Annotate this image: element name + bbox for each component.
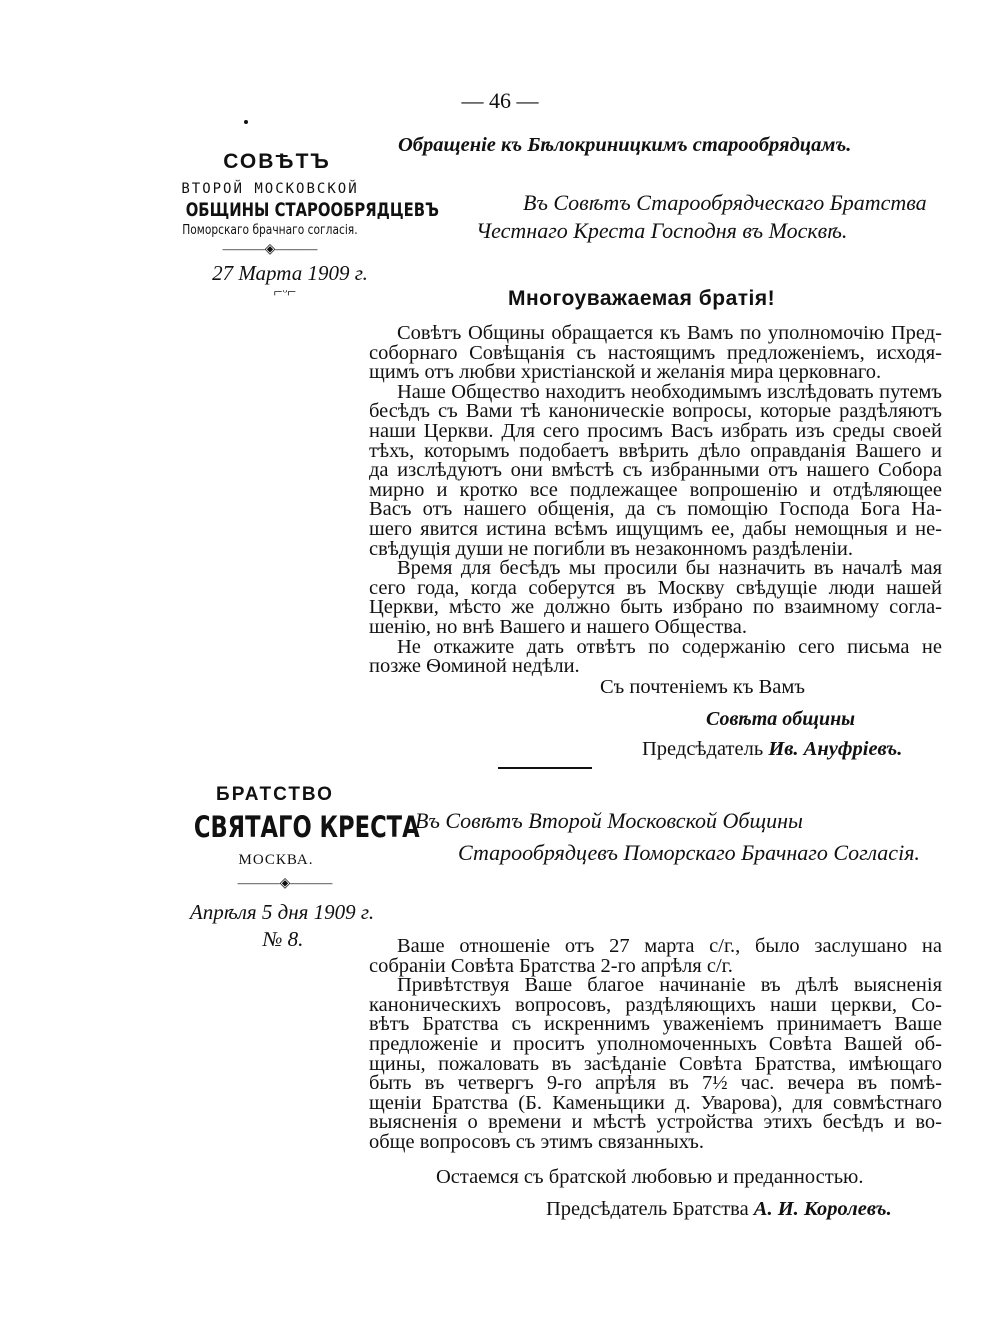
signature-line bbox=[546, 1198, 892, 1221]
body-line: сего года, когда соберутся въ Москву свѣдущiе люди нашей bbox=[369, 576, 942, 599]
signature-role: Предсѣдатель Братства bbox=[546, 1198, 749, 1220]
letterhead-ornament: ———◈——— bbox=[222, 242, 318, 257]
body-line: быть въ четвергъ 9-го апрѣля въ 7½ час. вечера въ помѣ- bbox=[369, 1072, 942, 1095]
body-line: щины, пожаловать въ засѣданiе Совѣта Братства, имѣющаго bbox=[369, 1052, 942, 1075]
body-line: соборнаго Совѣщанiя съ настоящимъ предложенiемъ, исходя- bbox=[369, 341, 942, 364]
signature-name: А. И. Королевъ. bbox=[753, 1198, 892, 1220]
body-line: да изслѣдуютъ они вмѣстѣ съ избранными отъ нашего Собора bbox=[369, 459, 942, 482]
address-line-2: Честнаго Креста Господня въ Москвѣ. bbox=[476, 218, 848, 243]
salutation: Многоуважаемая братiя! bbox=[508, 287, 776, 310]
letter-closing: Остаемся съ братской любовью и преданностью. bbox=[436, 1166, 864, 1188]
letterhead-ornament: ———◈——— bbox=[237, 876, 333, 891]
letterhead-city: МОСКВА. bbox=[238, 852, 314, 868]
section-divider bbox=[498, 767, 592, 769]
body-line: Наше Общество находитъ необходимымъ изслѣдовать путемъ bbox=[397, 380, 942, 403]
letterhead-date: 27 Марта 1909 г. bbox=[212, 261, 368, 285]
body-line: позже Ѳоминой недѣли. bbox=[369, 655, 580, 678]
body-line: Привѣтствуя Ваше благое начинанiе въ дѣлѣ выясненiя bbox=[397, 974, 942, 997]
body-line: Совѣтъ Общины обращается къ Вамъ по уполномочiю Пред- bbox=[397, 322, 942, 344]
body-line: шенiю, но внѣ Вашего и нашего Общества. bbox=[369, 615, 747, 638]
body-line: свѣдущiя души не погибли въ незаконномъ раздѣленiи. bbox=[369, 537, 854, 560]
body-line: тѣхъ, которымъ подобаетъ ввѣрить дѣло оправданiя Вашего и bbox=[369, 439, 942, 462]
body-line: Васъ отъ нашего общенiя, да съ помощiю Господа Бога На- bbox=[369, 498, 942, 521]
letterhead-date: Апрѣля 5 дня 1909 г. bbox=[189, 900, 375, 924]
letterhead-subtitle-2: ОБЩИНЫ СТАРООБРЯДЦЕВЪ bbox=[185, 199, 439, 221]
address-line-1: Въ Совѣтъ Второй Московской Общины bbox=[415, 808, 803, 833]
signature-org: Совѣта общины bbox=[706, 708, 856, 730]
sovet-letterhead bbox=[150, 150, 439, 302]
letterhead-title: БРАТСТВО bbox=[216, 784, 334, 805]
body-line: выясненiя о времени и мѣстѣ устройства этихъ бесѣдъ и во- bbox=[369, 1111, 942, 1134]
signature-role: Предсѣдатель bbox=[642, 738, 764, 760]
signature-name: Ив. Ануфрiевъ. bbox=[768, 738, 903, 760]
letterhead-subtitle-1: ВТОРОЙ МОСКОВСКОЙ bbox=[181, 181, 359, 197]
letterhead-number: № 8. bbox=[262, 927, 304, 951]
section-heading: Обращенiе къ Бѣлокриницкимъ старообрядцамъ. bbox=[398, 134, 852, 156]
letter-body-1 bbox=[369, 324, 942, 677]
body-line: бесѣдъ съ Вами тѣ каноническiе вопросы, которые раздѣляютъ bbox=[369, 400, 942, 423]
letterhead-brotherhood-name: СВЯТАГО КРЕСТА bbox=[193, 810, 420, 844]
body-line: вѣтъ Братства съ искреннимъ уваженiемъ принимаетъ Ваше bbox=[369, 1013, 942, 1036]
stray-dot bbox=[244, 120, 248, 124]
address-line-1: Въ Совѣтъ Старообрядческаго Братства bbox=[523, 190, 927, 215]
letter-body-2 bbox=[369, 937, 942, 1153]
body-line: обще вопросовъ съ этимъ связанныхъ. bbox=[369, 1130, 704, 1153]
body-line: собранiи Совѣта Братства 2-го апрѣля с/г. bbox=[369, 954, 733, 977]
letterhead-title: СОВѢТЪ bbox=[223, 150, 331, 173]
body-line: мирно и кротко все подлежащее вопрошенiю и отдѣляющее bbox=[369, 478, 942, 501]
signature-line bbox=[642, 738, 902, 761]
body-line: щимъ отъ любви христiанской и желанiя мира церковнаго. bbox=[369, 361, 882, 384]
body-line: Ваше отношенiе отъ 27 марта с/г., было заслушано на bbox=[397, 935, 942, 957]
address-line-2: Старообрядцевъ Поморскаго Брачнаго Согласiя. bbox=[458, 840, 920, 865]
body-line: Время для бесѣдъ мы просили бы назначить въ началѣ мая bbox=[397, 557, 942, 580]
body-line: Церкви, мѣсто же должно быть избрано по взаимному согла- bbox=[369, 596, 942, 619]
page-number: — 46 — bbox=[461, 88, 539, 113]
body-line: Не откажите дать отвѣтъ по содержанiю сего письма не bbox=[397, 635, 942, 658]
body-line: каноническихъ вопросовъ, раздѣляющихъ наши церкви, Со- bbox=[369, 993, 942, 1016]
letter-closing: Съ почтенiемъ къ Вамъ bbox=[600, 676, 805, 698]
body-line: шего явится истина всѣмъ ищущимъ ее, дабы немощныя и не- bbox=[369, 517, 942, 540]
bratstvo-letterhead bbox=[150, 784, 420, 952]
body-line: наши Церкви. Для сего просимъ Васъ избрать изъ среды своей bbox=[369, 419, 942, 442]
letterhead-subtitle-3: Поморскаго брачнаго согласiя. bbox=[182, 223, 358, 238]
body-line: предложенiе и проситъ уполномоченныхъ Совѣта Вашей об- bbox=[369, 1032, 942, 1055]
body-line: щенiи Братства (Б. Каменьщики д. Уварова), для совмѣстнаго bbox=[369, 1091, 942, 1114]
letterhead-flourish: ⌐ᵕ⌐ bbox=[273, 284, 297, 301]
